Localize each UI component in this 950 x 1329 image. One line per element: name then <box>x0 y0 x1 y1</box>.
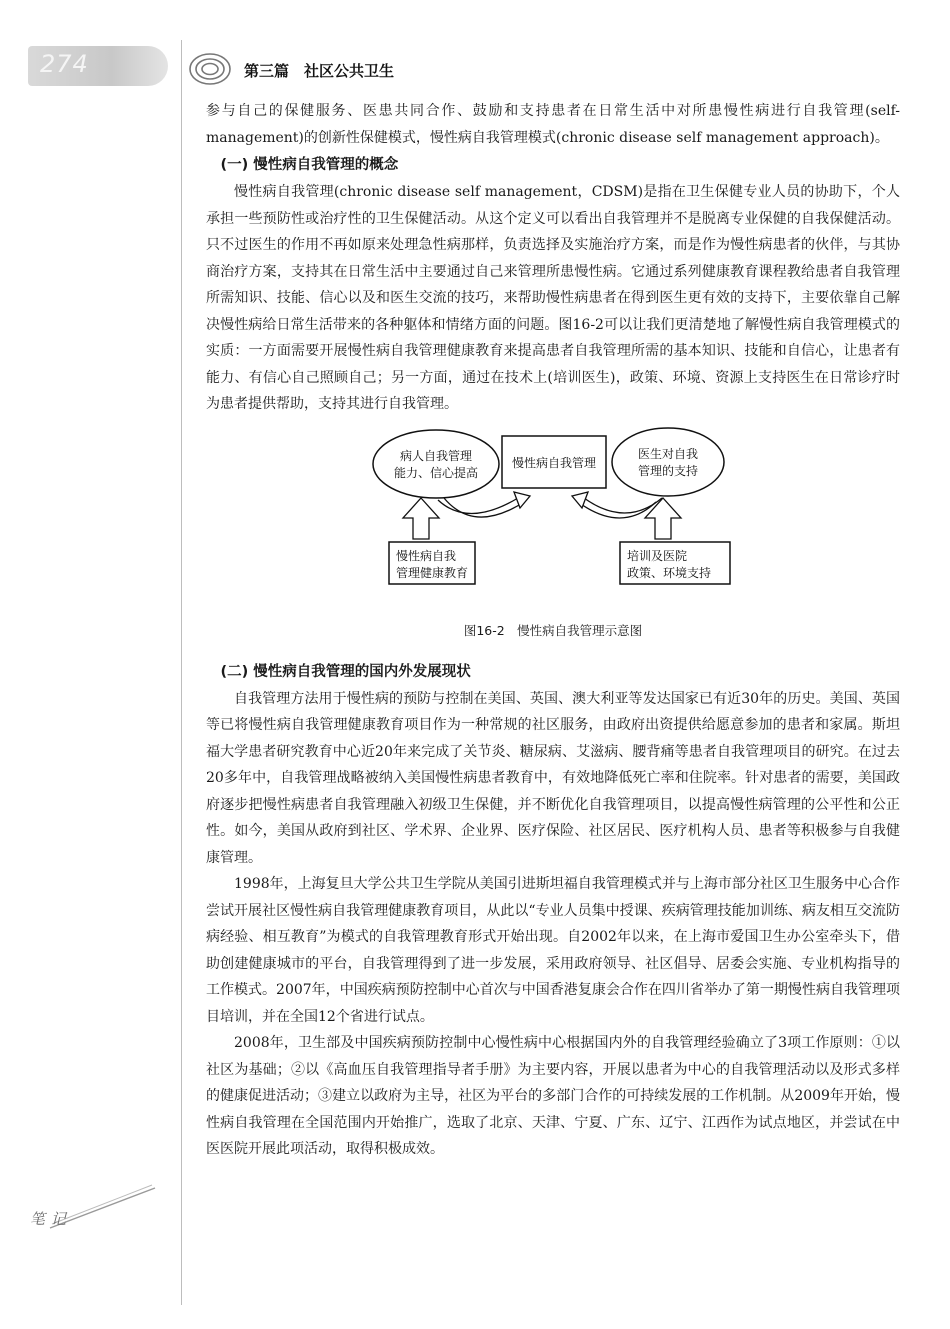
left-oval-line1: 病人自我管理 <box>399 448 473 463</box>
chapter-title: 第三篇 社区公共卫生 <box>244 62 395 80</box>
center-box-label: 慢性病自我管理 <box>511 455 597 470</box>
bottom-right-line1: 培训及医院 <box>627 548 688 563</box>
left-oval <box>373 430 499 498</box>
right-oval <box>612 428 724 496</box>
center-box <box>502 436 606 488</box>
up-arrow-right <box>645 498 681 539</box>
paragraph: 1998年，上海复旦大学公共卫生学院从美国引进斯坦福自我管理模式并与上海市部分社区卫生服务中心合作尝试开展社区慢性病自我管理健康教育项目，从此以“专业人员集中授课、疾病管理技能加训练、病友相互交流防病经验、相互教育”为模式的自我管理教育形式开始出现。自2002年以来，在上海市爱国卫生办公室牵头下，借助创建健康城市的平台，自我管理得到了进一步发展，采用政府领导、社区倡导、居委会实施、专业机构指导的工作模式。2007年，中国疾病预防控制中心首次与中国香港复康会合作在四川省举办了第一期慢性病自我管理项目培训，并在全国12个省进行试点。 <box>206 876 900 1025</box>
bottom-right-line2: 政策、环境支持 <box>627 565 712 580</box>
section-heading: (二) 慢性病自我管理的国内外发展现状 <box>220 663 471 680</box>
bottom-left-box <box>389 542 475 584</box>
left-oval-line2: 能力、信心提高 <box>393 465 479 480</box>
paragraph: 慢性病自我管理(chronic disease self management，CDSM)是指在卫生保健专业人员的协助下，个人承担一些预防性或治疗性的卫生保健活动。从这个定义可以看出自我管理并不是脱离专业保健的自我保健活动。只不过医生的作用不再如原来处理急性病那样，负责选择及实施治疗方案，而是作为慢性病患者的伙伴，与其协商治疗方案，支持其在日常生活中主要通过自己来管理所患慢性病。它通过系列健康教育课程教给患者自我管理所需知识、技能、信心以及和医生交流的技巧，来帮助慢性病患者在得到医生更有效的支持下，主要依靠自己解决慢性病给日常生活带来的各种躯体和情绪方面的问题。图16-2可以让我们更清楚地了解慢性病自我管理模式的实质：一方面需要开展慢性病自我管理健康教育来提高患者自我管理所需的基本知识、技能和自信心，让患者有能力、有信心自己照顾自己；另一方面，通过在技术上(培训医生)，政策、环境、资源上支持医生在日常诊疗时为患者提供帮助，支持其进行自我管理。 <box>206 184 900 412</box>
paragraph: 参与自己的保健服务、医患共同合作、鼓励和支持患者在日常生活中对所患慢性病进行自我管理(self-management)的创新性保健模式，慢性病自我管理模式(chronic disease self management approach)。 <box>206 103 900 146</box>
paragraph: 自我管理方法用于慢性病的预防与控制在美国、英国、澳大利亚等发达国家已有近30年的历史。美国、英国等已将慢性病自我管理健康教育项目作为一种常规的社区服务，由政府出资提供给愿意参加的患者和家属。斯坦福大学患者研究教育中心近20年来完成了关节炎、糖尿病、艾滋病、腰背痛等患者自我管理项目的研究。在过去20多年中，自我管理战略被纳入美国慢性病患者教育中，有效地降低死亡率和住院率。针对患者的需要，美国政府逐步把慢性病患者自我管理融入初级卫生保健，并不断优化自我管理项目，以提高慢性病管理的公平性和公正性。如今，美国从政府到社区、学术界、企业界、医疗保险、社区居民、医疗机构人员、患者等积极参与自我健康管理。 <box>206 690 900 866</box>
right-oval-line1: 医生对自我 <box>637 446 699 461</box>
page-number: 274 <box>40 50 89 78</box>
margin-note: 笔记 <box>30 1210 73 1228</box>
page-body <box>206 98 900 1163</box>
margin-rule <box>181 40 182 1305</box>
up-arrow-left <box>403 498 439 539</box>
bottom-right-box <box>620 542 730 584</box>
bottom-left-line1: 慢性病自我 <box>396 548 457 563</box>
swirl-logo-icon <box>186 48 234 90</box>
bottom-left-line2: 管理健康教育 <box>396 565 469 580</box>
section-heading: (一) 慢性病自我管理的概念 <box>220 157 399 173</box>
right-oval-line2: 管理的支持 <box>637 463 699 478</box>
paragraph: 2008年，卫生部及中国疾病预防控制中心慢性病中心根据国内外的自我管理经验确立了3项工作原则：①以社区为基础；②以《高血压自我管理指导者手册》为主要内容，开展以患者为中心的自我管理活动以及形式多样的健康促进活动；③建立以政府为主导，社区为平台的多部门合作的可持续发展的工作机制。从2009年开始，慢性病自我管理在全国范围内开始推广，选取了北京、天津、宁夏、广东、辽宁、江西作为试点地区，并尝试在中医医院开展此项活动，取得积极成效。 <box>206 1035 900 1157</box>
figure-diagram <box>206 426 900 616</box>
figure-caption: 图16-2 慢性病自我管理示意图 <box>463 622 643 638</box>
